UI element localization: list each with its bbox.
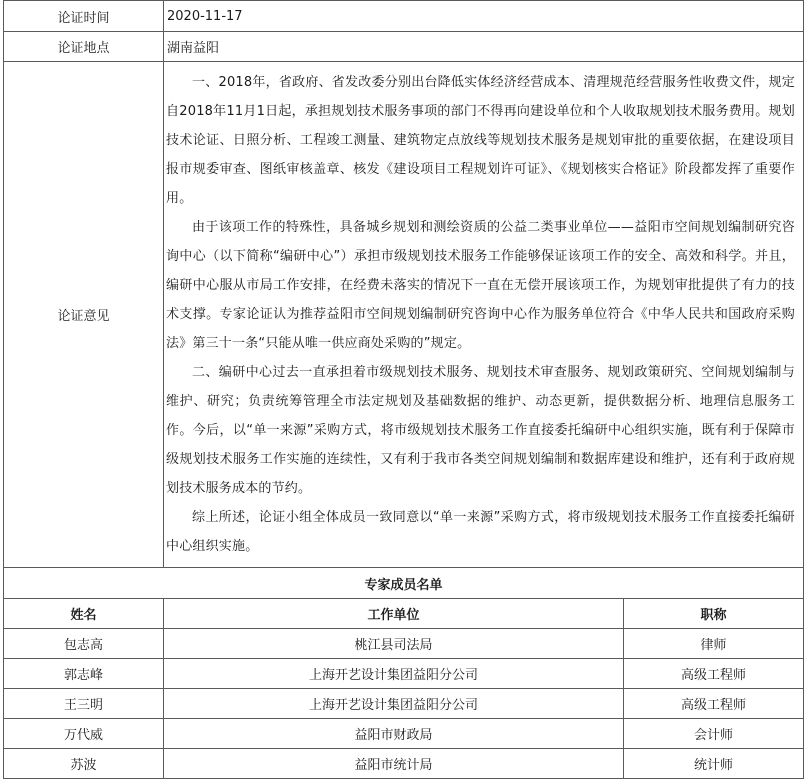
opinion-label: 论证意见	[4, 62, 164, 568]
expert-row	[4, 629, 804, 659]
expert-row	[4, 689, 804, 719]
header-workplace: 工作单位	[164, 599, 624, 629]
expert-workplace: 益阳市财政局	[164, 719, 624, 749]
experts-title-row	[4, 568, 804, 599]
expert-name: 苏波	[4, 749, 164, 779]
expert-title: 会计师	[624, 719, 804, 749]
place-label: 论证地点	[4, 32, 164, 62]
experts-title: 专家成员名单	[4, 568, 804, 599]
expert-title: 高级工程师	[624, 659, 804, 689]
expert-name: 万代威	[4, 719, 164, 749]
opinion-paragraph: 由于该项工作的特殊性，具备城乡规划和测绘资质的公益二类事业单位——益阳市空间规划编制研究咨询中心（以下简称“编研中心”）承担市级规划技术服务工作能够保证该项工作的安全、高效和科学。并且，编研中心服从市局工作安排，在经费未落实的情况下一直在无偿开展该项工作，为规划审批提供了有力的技术支撑。专家论证认为推荐益阳市空间规划编制研究咨询中心作为服务单位符合《中华人民共和国政府采购法》第三十一条“只能从唯一供应商处采购的”规定。	[166, 220, 795, 351]
experts-header-row	[4, 599, 804, 629]
expert-name: 王三明	[4, 689, 164, 719]
expert-title: 律师	[624, 629, 804, 659]
opinion-paragraph: 综上所述，论证小组全体成员一致同意以“单一来源”采购方式，将市级规划技术服务工作直接委托编研中心组织实施。	[166, 510, 795, 554]
expert-row	[4, 719, 804, 749]
date-value: 2020-11-17	[164, 1, 804, 32]
expert-title: 统计师	[624, 749, 804, 779]
expert-row	[4, 749, 804, 779]
date-label: 论证时间	[4, 1, 164, 32]
opinion-paragraph: 二、编研中心过去一直承担着市级规划技术服务、规划技术审查服务、规划政策研究、空间规划编制与维护、研究；负责统筹管理全市法定规划及基础数据的维护、动态更新，提供数据分析、地理信息服务工作。今后，以“单一来源”采购方式，将市级规划技术服务工作直接委托编研中心组织实施，既有利于保障市级规划技术服务工作实施的连续性，又有利于我市各类空间规划编制和数据库建设和维护，还有利于政府规划技术服务成本的节约。	[166, 365, 795, 496]
expert-workplace: 上海开艺设计集团益阳分公司	[164, 689, 624, 719]
review-table	[3, 0, 804, 779]
header-name: 姓名	[4, 599, 164, 629]
document-frame	[3, 0, 803, 773]
expert-workplace: 上海开艺设计集团益阳分公司	[164, 659, 624, 689]
opinion-text	[164, 62, 804, 568]
header-title: 职称	[624, 599, 804, 629]
place-value: 湖南益阳	[164, 32, 804, 62]
opinion-row	[4, 62, 804, 568]
expert-name: 郭志峰	[4, 659, 164, 689]
opinion-paragraph: 一、2018年，省政府、省发改委分别出台降低实体经济经营成本、清理规范经营服务性收费文件，规定自2018年11月1日起，承担规划技术服务事项的部门不得再向建设单位和个人收取规划技术服务费用。规划技术论证、日照分析、工程竣工测量、建筑物定点放线等规划技术服务是规划审批的重要依据，在建设项目报市规委审查、图纸审核盖章、核发《建设项目工程规划许可证》、《规划核实合格证》阶段都发挥了重要作用。	[166, 75, 795, 206]
expert-name: 包志高	[4, 629, 164, 659]
expert-title: 高级工程师	[624, 689, 804, 719]
expert-row	[4, 659, 804, 689]
date-row	[4, 1, 804, 32]
expert-workplace: 桃江县司法局	[164, 629, 624, 659]
place-row	[4, 32, 804, 62]
expert-workplace: 益阳市统计局	[164, 749, 624, 779]
